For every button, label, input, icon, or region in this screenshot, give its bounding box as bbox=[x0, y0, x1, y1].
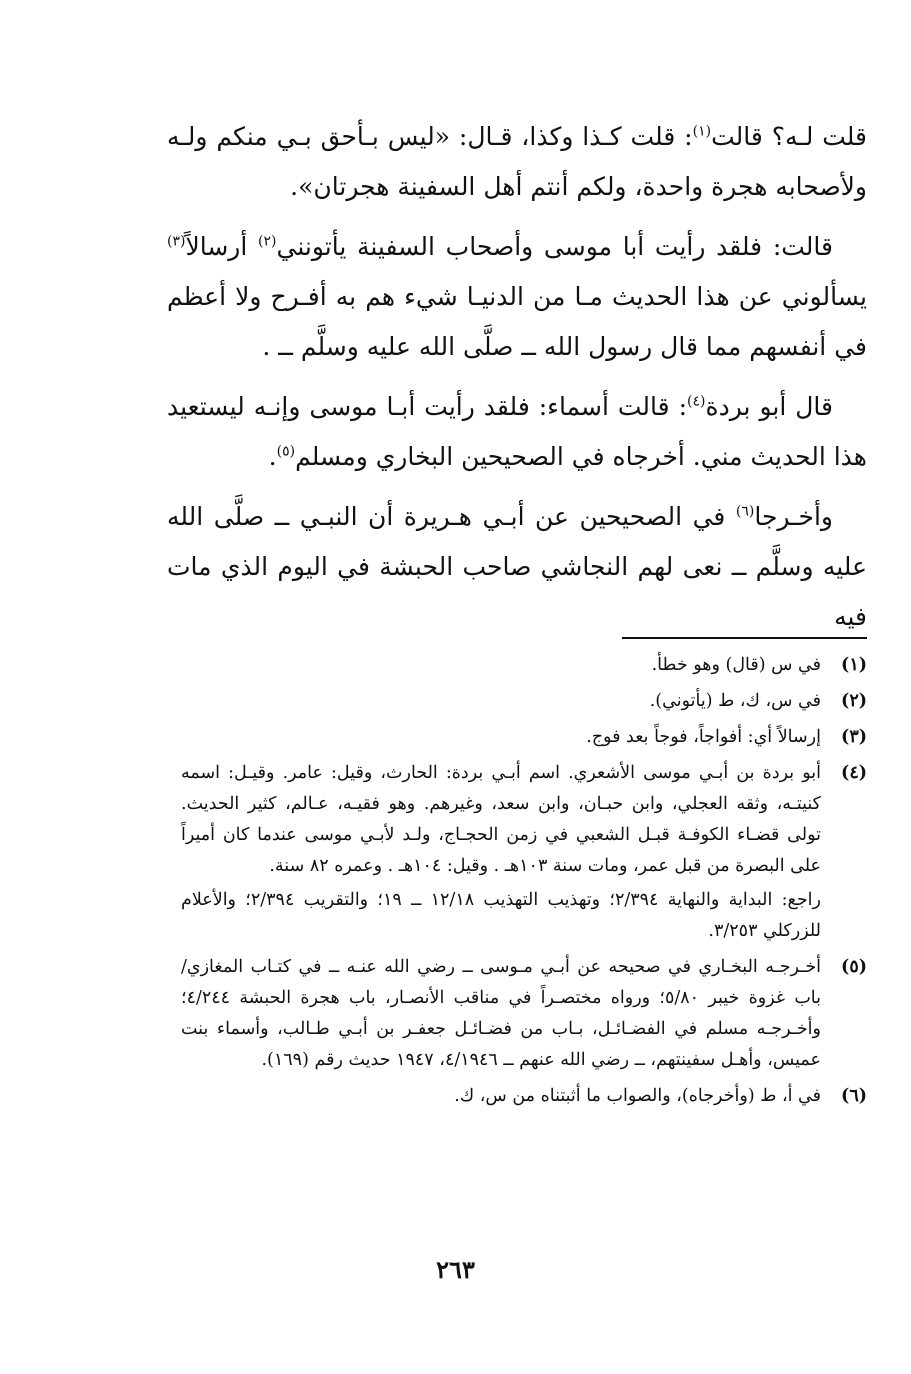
paragraph-3: قال أبو بردة$^{(٤)}$: قالت أسماء: فلقد رأيت أبـا موسى وإنـه ليستعيد هذا الحديث مني. أخرجاه في الصحيحين البخاري ومسلم$^{(٥)}$. bbox=[167, 392, 867, 471]
footnote-text: في أ، ط (وأخرجاه)، والصواب ما أثبتناه من س، ك. bbox=[454, 1086, 821, 1106]
footnote-text: في س (قال) وهو خطأ. bbox=[651, 655, 821, 675]
footnote-number: (٤) bbox=[841, 763, 867, 783]
footnote-text: أخـرجـه البخـاري في صحيحه عن أبـي مـوسى ــ رضي الله عنـه ــ في كتـاب المغازي/ باب غزوة خيبر ٥/٨٠؛ ورواه مختصـراً في مناقب الأنصـار، باب هجرة الحبشة ٤/٢٤٤؛ وأخـرجـه مسلم في الفضـائـل، بـاب من فضـائـل جعفـر بن أبـي طـالب، وأسماء بنت عميس، وأهـل سفينتهم، ــ رضي الله عنهم ــ ٤/١٩٤٦، ١٩٤٧ حديث رقم (١٦٩). bbox=[181, 957, 822, 1070]
footnote-number: (٥) bbox=[841, 957, 867, 977]
footnote-3 bbox=[181, 722, 867, 756]
footnote-ref-5[interactable]: (٥) bbox=[276, 443, 296, 460]
footnote-text: أبو بردة بن أبـي موسى الأشعري. اسم أبـي بردة: الحارث، وقيل: عامر. وقيـل: اسمه كنيتـه، وثقه العجلي، وابن حبـان، وابن سعد، وغيرهم. وهو فقيـه، عـالم، كثير الحديث. تولى قضـاء الكوفـة قبـل الشعبي في زمن الحجـاج، ولـد لأبـي موسى عندما كان أميراً على البصرة من قبل عمر، ومات سنة ١٠٣هـ . وقيل: ١٠٤هـ . وعمره ٨٢ سنة. bbox=[181, 763, 821, 876]
main-text bbox=[167, 112, 867, 652]
footnote-ref-2[interactable]: (٢) bbox=[258, 233, 277, 250]
footnote-text: راجع: البداية والنهاية ٢/٣٩٤؛ وتهذيب التهذيب ١٢/١٨ ــ ١٩؛ والتقريب ٢/٣٩٤؛ والأعلام للزركلي ٣/٢٥٣. bbox=[181, 890, 821, 941]
footnote-2 bbox=[181, 686, 867, 720]
footnote-ref-3[interactable]: (٣) bbox=[167, 233, 186, 250]
footnotes bbox=[181, 650, 867, 1117]
footnote-ref-1[interactable]: (١) bbox=[692, 123, 712, 140]
page-number: ٢٦٣ bbox=[436, 1255, 475, 1284]
paragraph-4: وأخـرجا$^{(٦)}$ في الصحيحين عن أبـي هـريرة أن النبـي ــ صلَّى الله عليه وسلَّم ــ نعى لهم النجاشي صاحب الحبشة في اليوم الذي مات فيه bbox=[167, 502, 867, 631]
footnote-text: إرسالاً أي: أفواجاً، فوجاً بعد فوج. bbox=[586, 727, 821, 747]
footnote-number: (٢) bbox=[841, 691, 867, 711]
footnote-number: (١) bbox=[841, 655, 867, 675]
footnote-number: (٦) bbox=[841, 1086, 867, 1106]
footnote-ref-4[interactable]: (٤) bbox=[687, 393, 706, 410]
footnote-4 bbox=[181, 758, 867, 950]
paragraph-1: قلت لـه؟ قالت$^{(١)}$: قلت كـذا وكذا، قـال: «ليس بـأحق بـي منكم ولـه ولأصحابه هجرة واحدة، ولكم أنتم أهل السفينة هجرتان». bbox=[167, 122, 867, 201]
footnote-1 bbox=[181, 650, 867, 684]
paragraph-2: قالت: فلقد رأيت أبا موسى وأصحاب السفينة يأتونني$^{(٢)}$ أرسالاً$^{(٣)}$ يسألوني عن هذا الحديث مـا من الدنيـا شيء هم به أفـرح ولا أعظم في أنفسهم مما قال رسول الله ــ صلَّى الله عليه وسلَّم ــ . bbox=[167, 232, 867, 361]
footnote-divider bbox=[622, 637, 867, 639]
footnote-text: في س، ك، ط (يأتوني). bbox=[649, 691, 821, 711]
footnote-5 bbox=[181, 952, 867, 1079]
footnote-number: (٣) bbox=[841, 727, 867, 747]
footnote-6 bbox=[181, 1081, 867, 1115]
footnote-ref-6[interactable]: (٦) bbox=[735, 503, 755, 520]
